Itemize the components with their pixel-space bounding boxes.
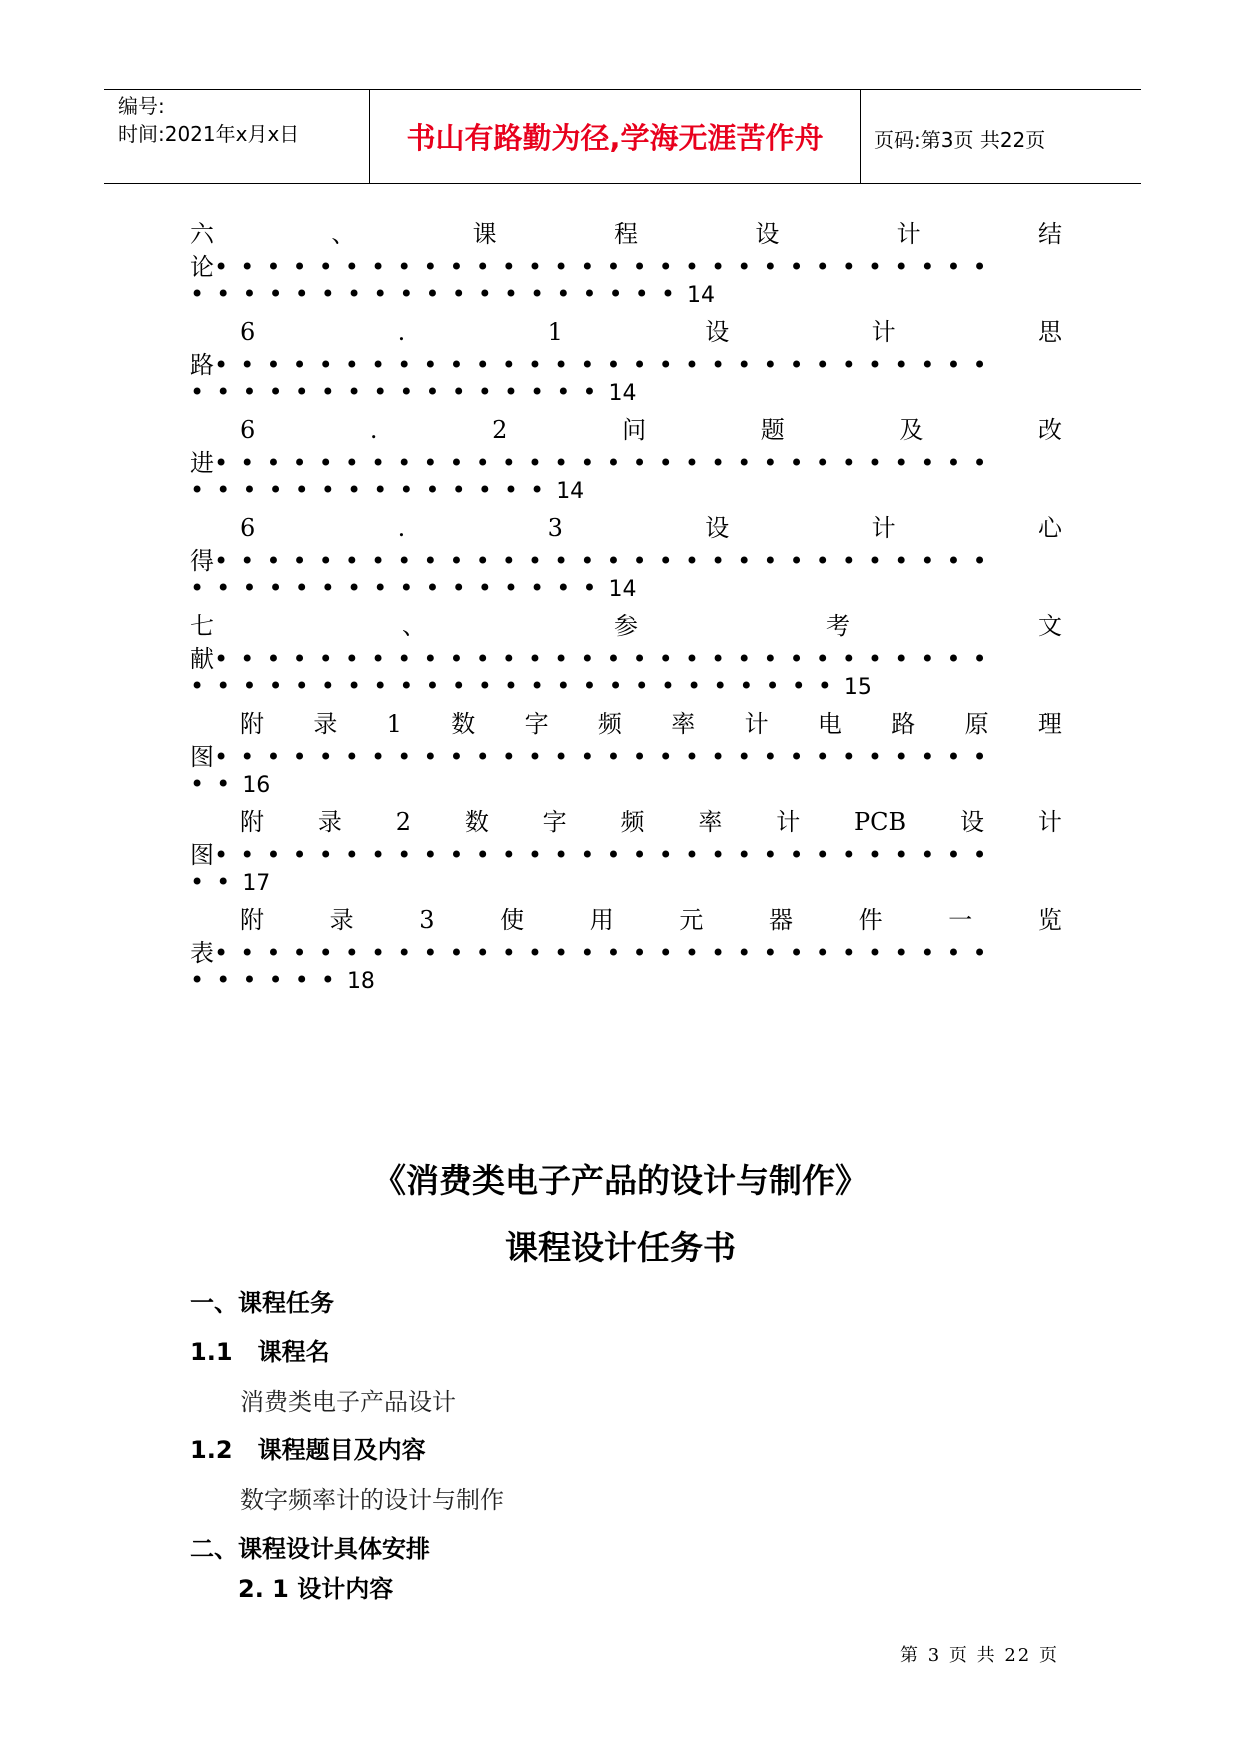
toc-title-char: 计 (871, 514, 896, 542)
toc-title-char: 用 (589, 906, 614, 934)
toc-title-char: 心 (1038, 514, 1062, 542)
toc-page-number: 14 (556, 479, 585, 504)
toc-leader-dots: •••••••••••••••••••••••••••••• (214, 841, 999, 868)
toc-title-char: 附 (240, 906, 264, 934)
header-page-info: 页码:第3页 共22页 (874, 128, 1046, 152)
toc-title-char: 考 (826, 612, 850, 640)
toc-page-number: 17 (242, 871, 271, 896)
toc-tail-dots: ••••••••••••••••••••••••• (190, 672, 844, 700)
toc-entry (190, 704, 1062, 802)
toc-tail-row (190, 770, 1062, 802)
document-title: 《消费类电子产品的设计与制作》 (373, 1161, 868, 1200)
toc-leader-dots: •••••••••••••••••••••••••••••• (214, 547, 999, 574)
toc-title-char: 览 (1037, 906, 1062, 934)
toc-tail-dots: •••••••••••••• (190, 476, 557, 504)
toc-title-row (190, 704, 1062, 737)
toc-entry (190, 312, 1062, 410)
toc-title-last-char: 图 (190, 743, 214, 770)
toc-title-row (190, 900, 1062, 933)
toc-tail-row (190, 476, 1062, 508)
toc-title-char: 课 (472, 220, 497, 248)
toc-leader-dots: •••••••••••••••••••••••••••••• (214, 449, 999, 476)
toc-title-char: 计 (776, 808, 801, 836)
toc-tail-row (190, 574, 1062, 606)
section-heading-2: 二、课程设计具体安排 (190, 1535, 430, 1563)
toc-leader-row (190, 247, 1062, 280)
toc-title-char: 1 (547, 318, 563, 346)
toc-title-last-char: 献 (190, 645, 214, 672)
toc-title-char: 原 (964, 710, 989, 738)
toc-title-char: 结 (1037, 220, 1062, 248)
header-motto: 书山有路勤为径,学海无涯苦作舟 (406, 121, 824, 155)
toc-title-row (190, 312, 1062, 345)
toc-leader-row (190, 345, 1062, 378)
toc-title-char: PCB (854, 808, 907, 836)
toc-title-char: 频 (620, 808, 645, 836)
toc-title-row (190, 606, 1062, 639)
toc-title-char: 问 (622, 416, 647, 444)
toc-title-row (190, 508, 1062, 541)
toc-title-char: 、 (402, 612, 426, 640)
toc-title-char: 录 (317, 808, 342, 836)
toc-title-char: 字 (524, 710, 549, 738)
toc-tail-dots: •••••••••••••••• (190, 378, 609, 406)
toc-title-char: 路 (891, 710, 916, 738)
toc-leader-row (190, 737, 1062, 770)
toc-title-char: 6 (240, 416, 256, 444)
toc-title-char: 字 (542, 808, 567, 836)
toc-tail-row (190, 378, 1062, 410)
toc-page-number: 15 (843, 675, 872, 700)
header-time-label: 时间:2021年x月x日 (118, 122, 300, 146)
toc-title-last-char: 表 (190, 939, 214, 966)
toc-leader-row (190, 541, 1062, 574)
document-subtitle: 课程设计任务书 (505, 1228, 736, 1267)
toc-title-char: 计 (1037, 808, 1062, 836)
section-1-1-body: 消费类电子产品设计 (240, 1388, 456, 1416)
toc-title-char: 1 (386, 710, 402, 738)
toc-page-number: 14 (608, 577, 637, 602)
toc-title-row (190, 410, 1062, 443)
toc-tail-row (190, 966, 1062, 998)
toc-title-char: 元 (679, 906, 704, 934)
toc-leader-dots: •••••••••••••••••••••••••••••• (214, 645, 999, 672)
toc-tail-dots: •••••••••••••••• (190, 574, 609, 602)
toc-title-char: 计 (896, 220, 921, 248)
toc-title-char: 2 (395, 808, 411, 836)
toc-title-char: 七 (190, 612, 214, 640)
toc-title-char: 六 (190, 220, 214, 248)
toc-title-char: 3 (419, 906, 435, 934)
footer-page-number: 第 3 页 共 22 页 (900, 1645, 1059, 1666)
toc-title-char: 件 (858, 906, 883, 934)
toc-title-char: 录 (329, 906, 354, 934)
toc-title-char: 参 (614, 612, 638, 640)
toc-leader-dots: •••••••••••••••••••••••••••••• (214, 743, 999, 770)
toc-title-char: 附 (240, 808, 264, 836)
toc-title-char: 、 (331, 220, 356, 248)
toc-title-char: 2 (492, 416, 508, 444)
toc-title-char: 设 (960, 808, 985, 836)
toc-leader-row (190, 835, 1062, 868)
toc-title-char: 设 (705, 514, 730, 542)
header-number-label: 编号: (118, 94, 165, 118)
toc-title-char: 器 (769, 906, 794, 934)
toc-title-char: 3 (547, 514, 563, 542)
toc-title-char: 数 (464, 808, 489, 836)
toc-title-char: 录 (313, 710, 338, 738)
toc-tail-dots: •• (190, 868, 243, 896)
toc-title-last-char: 路 (190, 351, 214, 378)
toc-tail-row (190, 280, 1062, 312)
toc-leader-dots: •••••••••••••••••••••••••••••• (214, 253, 999, 280)
table-of-contents (190, 214, 1062, 998)
toc-leader-dots: •••••••••••••••••••••••••••••• (214, 351, 999, 378)
toc-title-char: 率 (671, 710, 696, 738)
toc-title-char: 改 (1037, 416, 1062, 444)
toc-entry (190, 606, 1062, 704)
toc-title-last-char: 进 (190, 449, 214, 476)
toc-page-number: 18 (346, 969, 375, 994)
toc-title-char: 设 (705, 318, 730, 346)
section-heading-2-1: 2. 1 设计内容 (238, 1575, 394, 1603)
toc-title-last-char: 图 (190, 841, 214, 868)
header-divider-right (860, 89, 861, 183)
toc-title-char: 程 (613, 220, 638, 248)
toc-title-row (190, 214, 1062, 247)
header-top-rule (104, 89, 1141, 90)
toc-title-char: 一 (948, 906, 973, 934)
toc-title-char: 设 (755, 220, 780, 248)
toc-page-number: 16 (242, 773, 271, 798)
toc-page-number: 14 (608, 381, 637, 406)
section-heading-1-1: 1.1 课程名 (190, 1338, 330, 1366)
toc-entry (190, 900, 1062, 998)
toc-tail-row (190, 672, 1062, 704)
toc-title-char: 数 (451, 710, 476, 738)
toc-title-char: 附 (240, 710, 264, 738)
toc-leader-row (190, 443, 1062, 476)
toc-title-char: . (369, 416, 378, 444)
toc-leader-row (190, 639, 1062, 672)
toc-title-char: 6 (240, 514, 256, 542)
toc-title-char: 电 (817, 710, 842, 738)
toc-title-char: 理 (1037, 710, 1062, 738)
section-1-2-body: 数字频率计的设计与制作 (240, 1486, 504, 1514)
header-bottom-rule (104, 183, 1141, 184)
toc-title-last-char: 得 (190, 547, 214, 574)
header-left-cell (118, 92, 299, 148)
toc-leader-dots: •••••••••••••••••••••••••••••• (214, 939, 999, 966)
toc-tail-dots: •• (190, 770, 243, 798)
toc-leader-row (190, 933, 1062, 966)
toc-title-char: 思 (1038, 318, 1062, 346)
toc-title-char: 率 (698, 808, 723, 836)
toc-tail-row (190, 868, 1062, 900)
toc-title-char: . (397, 318, 406, 346)
toc-title-last-char: 论 (190, 253, 214, 280)
toc-title-char: 及 (899, 416, 924, 444)
toc-tail-dots: •••••• (190, 966, 347, 994)
toc-title-char: 题 (760, 416, 785, 444)
toc-title-char: 使 (500, 906, 525, 934)
toc-entry (190, 802, 1062, 900)
toc-title-row (190, 802, 1062, 835)
section-heading-1-2: 1.2 课程题目及内容 (190, 1436, 426, 1464)
toc-tail-dots: ••••••••••••••••••• (190, 280, 687, 308)
toc-entry (190, 508, 1062, 606)
toc-title-char: 计 (871, 318, 896, 346)
toc-title-char: 计 (744, 710, 769, 738)
section-heading-1: 一、课程任务 (190, 1289, 334, 1317)
toc-entry (190, 410, 1062, 508)
toc-title-char: 文 (1038, 612, 1062, 640)
toc-page-number: 14 (686, 283, 715, 308)
toc-title-char: 6 (240, 318, 256, 346)
toc-title-char: 频 (597, 710, 622, 738)
toc-entry (190, 214, 1062, 312)
toc-title-char: . (397, 514, 406, 542)
